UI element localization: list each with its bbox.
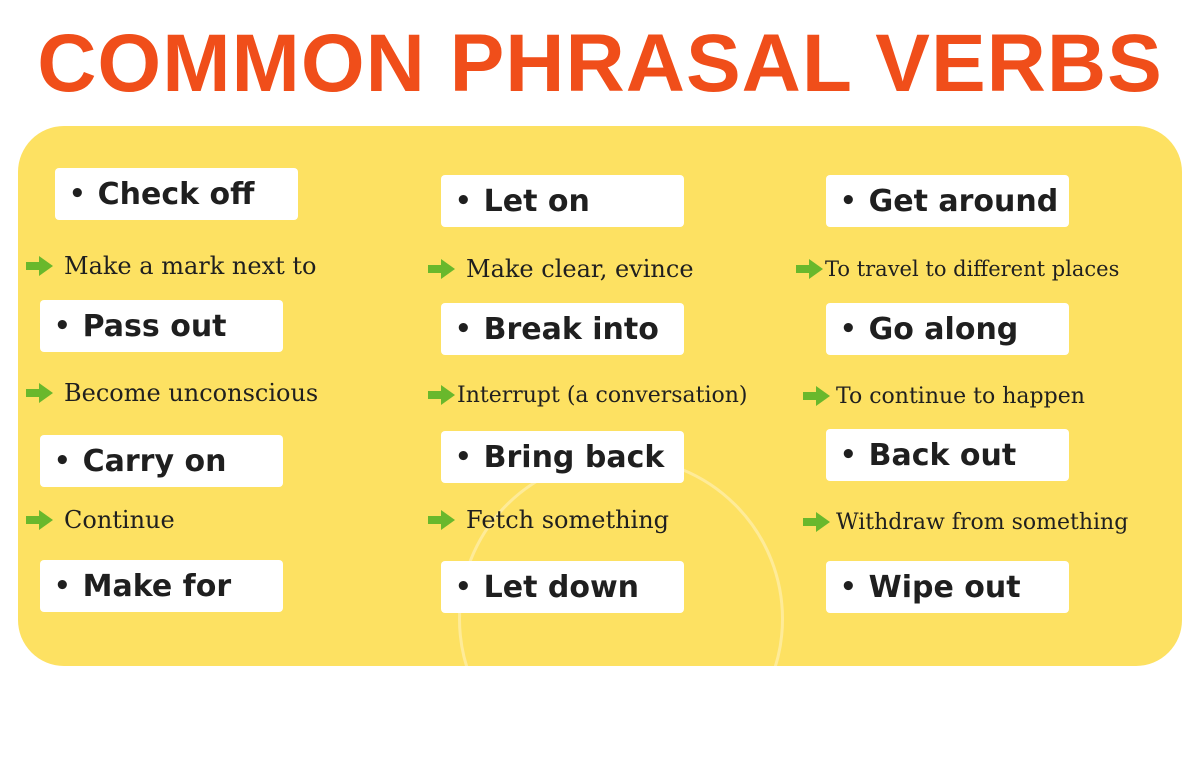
meaning-row — [26, 503, 406, 537]
verb-pill — [441, 431, 684, 483]
meaning-text: To travel to different places — [825, 257, 1120, 281]
meaning-row — [428, 378, 798, 412]
bullet-icon: • — [69, 179, 86, 209]
arrow-right-icon — [26, 383, 53, 403]
bullet-icon: • — [455, 442, 472, 472]
meaning-text: To continue to happen — [836, 383, 1085, 409]
bullet-icon: • — [840, 314, 857, 344]
verb-pill — [826, 303, 1069, 355]
verb-label: Let on — [483, 183, 590, 219]
page-title: COMMON PHRASAL VERBS — [37, 18, 1163, 109]
bullet-icon: • — [455, 572, 472, 602]
verb-pill — [441, 561, 684, 613]
arrow-right-icon — [803, 386, 830, 406]
verb-pill — [826, 175, 1069, 227]
meaning-row — [26, 376, 406, 410]
verb-label: Carry on — [82, 443, 227, 479]
arrow-right-icon — [428, 385, 455, 405]
arrow-right-icon — [26, 256, 53, 276]
meaning-row — [803, 379, 1193, 413]
verb-label: Check off — [97, 176, 255, 212]
arrow-right-icon — [796, 259, 823, 279]
bullet-icon: • — [840, 440, 857, 470]
verb-pill — [40, 300, 283, 352]
arrow-right-icon — [26, 510, 53, 530]
meaning-row — [796, 252, 1191, 286]
verb-label: Get around — [868, 183, 1059, 219]
bullet-icon: • — [455, 186, 472, 216]
meaning-text: Withdraw from something — [836, 509, 1129, 535]
verb-pill — [826, 429, 1069, 481]
verb-label: Bring back — [483, 439, 665, 475]
bullet-icon: • — [840, 572, 857, 602]
arrow-right-icon — [803, 512, 830, 532]
bullet-icon: • — [54, 571, 71, 601]
verb-pill — [441, 175, 684, 227]
bullet-icon: • — [840, 186, 857, 216]
verb-label: Make for — [82, 568, 232, 604]
meaning-text: Become unconscious — [64, 379, 319, 407]
arrow-right-icon — [428, 259, 455, 279]
verb-pill — [40, 435, 283, 487]
verb-label: Wipe out — [868, 569, 1021, 605]
meaning-row — [26, 249, 406, 283]
verb-label: Pass out — [82, 308, 227, 344]
bullet-icon: • — [54, 311, 71, 341]
meaning-text: Continue — [64, 506, 175, 534]
verb-pill — [441, 303, 684, 355]
verb-label: Back out — [868, 437, 1017, 473]
arrow-right-icon — [428, 510, 455, 530]
bullet-icon: • — [54, 446, 71, 476]
verb-pill — [55, 168, 298, 220]
meaning-row — [803, 505, 1193, 539]
meaning-text: Make a mark next to — [64, 252, 317, 280]
bullet-icon: • — [455, 314, 472, 344]
verb-pill — [826, 561, 1069, 613]
verb-label: Let down — [483, 569, 640, 605]
meaning-row — [428, 252, 798, 286]
verb-label: Break into — [483, 311, 659, 347]
meaning-text: Fetch something — [466, 506, 670, 534]
meaning-text: Make clear, evince — [466, 255, 694, 283]
verb-label: Go along — [868, 311, 1019, 347]
meaning-text: Interrupt (a conversation) — [457, 382, 748, 408]
verb-pill — [40, 560, 283, 612]
meaning-row — [428, 503, 798, 537]
